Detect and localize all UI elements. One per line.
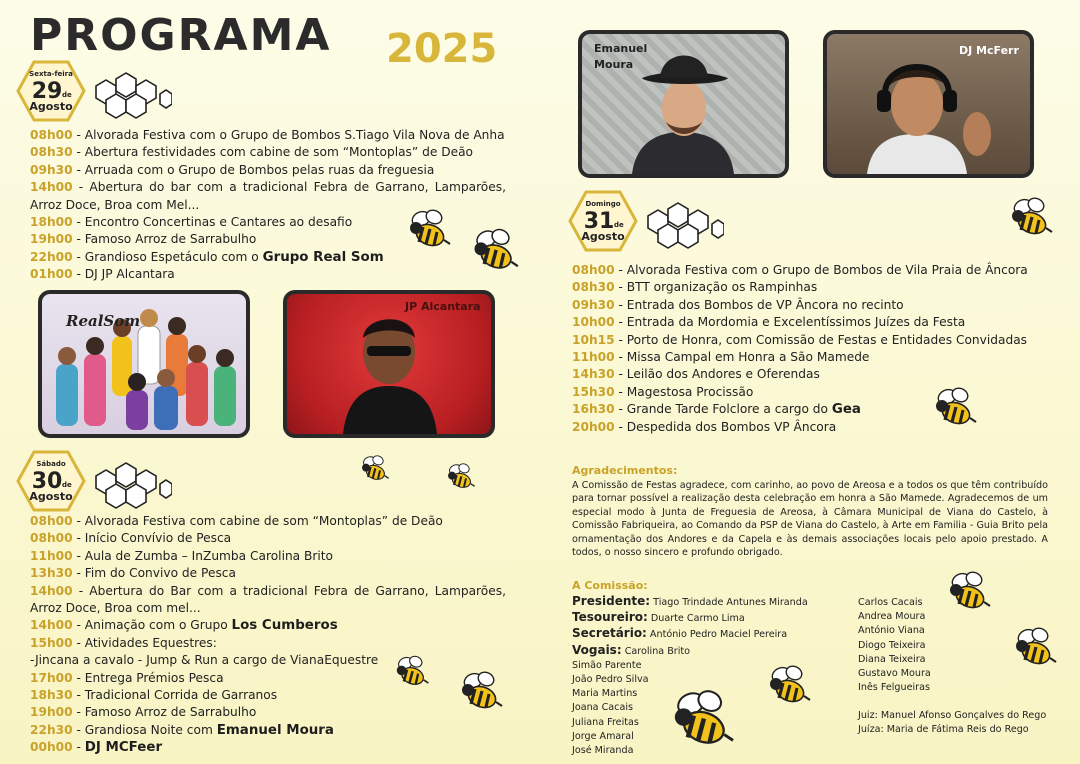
vogal: Diogo Teixeira — [858, 639, 926, 651]
program-row: 14h00 - Abertura do bar com a tradicional Febra de Garrano, Lamparões, Arroz Doce, Broa com Mel... — [30, 180, 506, 212]
vogal: António Viana — [858, 625, 925, 637]
mcferr-caption: DJ McFerr — [959, 44, 1019, 57]
vogal: Inês Felgueiras — [858, 682, 930, 694]
honeycomb-icon — [628, 200, 724, 258]
day3-month: Agosto — [581, 230, 625, 243]
singer-illustration — [582, 34, 785, 174]
program-row: 22h00 - Grandioso Espetáculo com o Grupo Real Som — [30, 249, 384, 265]
program-row: -Jincana a cavalo - Jump & Run a cargo de VianaEquestre — [30, 653, 379, 668]
program-row: 18h30 - Tradicional Corrida de Garranos — [30, 688, 278, 703]
program-row: 15h00 - Atividades Equestres: — [30, 635, 217, 650]
dj-mcferr-photo — [823, 30, 1034, 178]
bee-icon — [944, 570, 992, 614]
committee-role: Vogais: Carolina Brito — [572, 642, 691, 657]
realsom-photo — [38, 290, 250, 438]
program-row: 08h30 - BTT organização os Rampinhas — [572, 280, 818, 295]
program-row: 11h00 - Missa Campal em Honra a São Mamede — [572, 350, 870, 365]
program-row: 17h00 - Entrega Prémios Pesca — [30, 670, 224, 685]
day2-program — [30, 513, 506, 757]
judge: Juíza: Maria de Fátima Reis do Rego — [858, 724, 1029, 736]
program-row: 01h00 - DJ JP Alcantara — [30, 267, 175, 282]
program-row: 22h30 - Grandiosa Noite com Emanuel Moura — [30, 722, 334, 738]
emanuel-caption-2: Moura — [594, 58, 634, 71]
day2-weekday: Sábado — [36, 460, 66, 468]
vogal: Juliana Freitas — [572, 716, 639, 728]
bee-icon — [666, 688, 736, 752]
bee-icon — [1010, 626, 1058, 670]
program-row: 14h00 - Abertura do Bar com a tradicional Febra de Garrano, Lamparões, Arroz Doce, Broa com mel... — [30, 583, 506, 616]
day1-month: Agosto — [29, 100, 73, 113]
bee-icon — [930, 386, 978, 430]
vogal: Carlos Cacais — [858, 597, 923, 608]
day2-de: de — [62, 481, 72, 489]
program-row: 08h00 - Alvorada Festiva com cabine de som “Montoplas” de Deão — [30, 514, 443, 528]
program-row: 08h00 - Alvorada Festiva com o Grupo de Bombos de Vila Praia de Âncora — [572, 263, 1028, 277]
day3-day: 31 — [583, 209, 615, 234]
jp-alcantara-photo — [283, 290, 495, 438]
bee-icon — [764, 664, 812, 708]
program-row: 10h15 - Porto de Honra, com Comissão de Festas e Entidades Convidadas — [572, 332, 1028, 347]
thanks-heading: Agradecimentos: — [572, 464, 678, 477]
committee-role: Presidente: Tiago Trindade Antunes Miranda — [572, 594, 808, 608]
vogal: Joana Cacais — [572, 702, 633, 714]
bee-icon — [456, 670, 504, 714]
day1-weekday: Sexta-feira — [29, 70, 73, 78]
vogal: Jorge Amaral — [572, 730, 634, 742]
committee-role: Tesoureiro: Duarte Carmo Lima — [572, 610, 745, 625]
vogal: Andrea Moura — [858, 611, 926, 623]
program-row: 08h00 - Início Convívio de Pesca — [30, 531, 232, 546]
emanuel-moura-photo — [578, 30, 789, 178]
program-row: 13h30 - Fim do Convivo de Pesca — [30, 566, 236, 581]
program-row: 14h00 - Animação com o Grupo Los Cumberos — [30, 618, 338, 634]
program-row: 20h00 - Despedida dos Bombos VP Âncora — [572, 419, 837, 434]
program-row: 11h00 - Aula de Zumba – InZumba Carolina Brito — [30, 548, 334, 563]
program-row: 10h00 - Entrada da Mordomia e Excelentíssimos Juízes da Festa — [572, 315, 966, 330]
vogal: Diana Teixeira — [858, 653, 926, 665]
program-row: 19h00 - Famoso Arroz de Sarrabulho — [30, 705, 257, 720]
program-row: 09h30 - Entrada dos Bombos de VP Âncora no recinto — [572, 297, 904, 312]
thanks-body: A Comissão de Festas agradece, com carinho, ao povo de Areosa e a todos os que têm contribuído para tornar possível a realização desta celebração em honra a São Mamede. Agradecemos de um especial modo à Junta de Freguesia de Areosa, à Câmara Municipal de Viana do Castelo, à Comissão Fabriqueira, ao Comando da PSP de Viana do Castelo, à Arte em Familia - Guia Brito pela ornamentação dos Andores e da Capela e às demais associações locais pelo apoio prestado. A todos, o nosso sincero e profundo obrigado. — [572, 480, 1048, 559]
honeycomb-icon — [76, 70, 172, 128]
day3-de: de — [614, 221, 624, 229]
vogal: Simão Parente — [572, 659, 642, 671]
emanuel-caption-1: Emanuel — [594, 42, 648, 55]
day2-month: Agosto — [29, 490, 73, 503]
bee-icon — [358, 454, 390, 484]
dj-illustration — [287, 294, 491, 434]
vogal: Maria Martins — [572, 688, 638, 700]
vogal: José Miranda — [572, 745, 634, 757]
bee-icon — [444, 462, 476, 492]
realsom-logo: RealSom — [66, 312, 141, 330]
bee-icon — [392, 654, 430, 690]
day1-program — [30, 127, 506, 284]
jp-caption: JP Alcantara — [405, 300, 481, 313]
bee-icon — [468, 226, 520, 276]
page-year: 2025 — [386, 26, 498, 72]
vogal: Gustavo Moura — [858, 668, 931, 680]
page-title: PROGRAMA — [30, 10, 332, 61]
program-row: 15h30 - Magestosa Procissão — [572, 384, 754, 399]
day1-de: de — [62, 91, 72, 99]
judges — [858, 709, 1068, 737]
honeycomb-icon — [76, 460, 172, 518]
program-row: 18h00 - Encontro Concertinas e Cantares ao desafio — [30, 215, 353, 230]
committee-role: Secretário: António Pedro Maciel Pereira — [572, 626, 788, 641]
program-row: 00h00 - DJ MCFeer — [30, 740, 163, 756]
vogal: João Pedro Silva — [572, 674, 649, 686]
day2-day: 30 — [31, 469, 63, 494]
day1-day: 29 — [31, 79, 63, 104]
program-row: 16h30 - Grande Tarde Folclore a cargo do Gea — [572, 402, 861, 418]
committee-heading: A Comissão: — [572, 579, 648, 592]
bee-icon — [1006, 196, 1054, 240]
program-row: 08h00 - Alvorada Festiva com o Grupo de Bombos S.Tiago Vila Nova de Anha — [30, 128, 505, 142]
bee-icon — [404, 208, 452, 252]
program-row: 14h30 - Leilão dos Andores e Oferendas — [572, 367, 820, 382]
program-row: 19h00 - Famoso Arroz de Sarrabulho — [30, 232, 257, 247]
program-row: 08h30 - Abertura festividades com cabine de som “Montoplas” de Deão — [30, 145, 474, 160]
judge: Juiz: Manuel Afonso Gonçalves do Rego — [858, 710, 1047, 721]
day3-weekday: Domingo — [585, 200, 621, 208]
program-row: 09h30 - Arruada com o Grupo de Bombos pelas ruas da freguesia — [30, 162, 435, 177]
